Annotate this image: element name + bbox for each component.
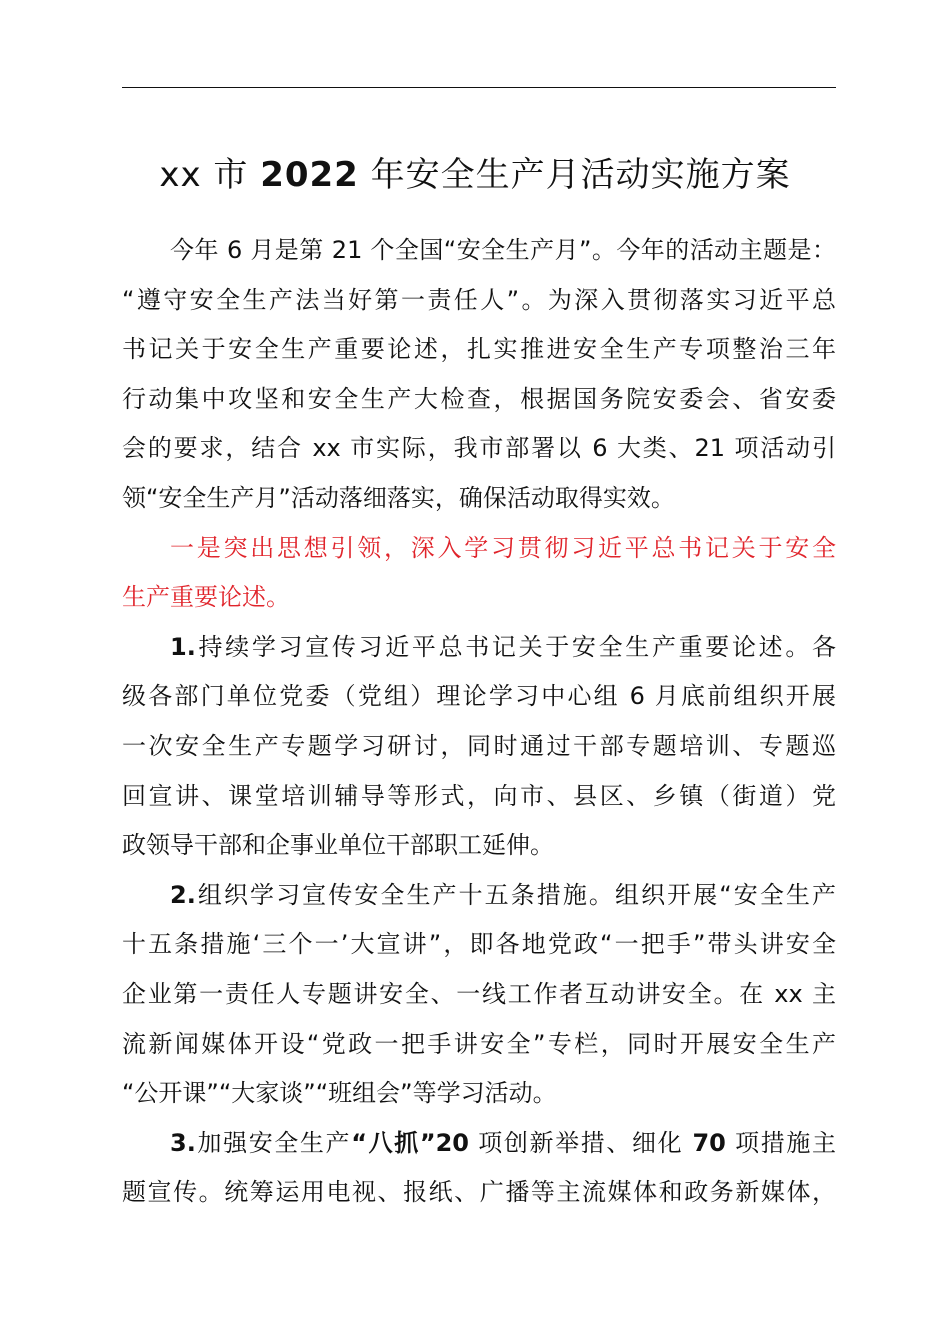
item3-line bbox=[122, 1119, 836, 1169]
intro-line: 领“安全生产月”活动落细落实，确保活动取得实效。 bbox=[122, 483, 675, 512]
item3-text-a: 加强安全生产 bbox=[195, 1128, 352, 1157]
section-heading-line: 生产重要论述。 bbox=[122, 583, 290, 612]
item1-line: 级各部门单位党委（党组）理论学习中心组 6 月底前组织开展 bbox=[122, 682, 836, 711]
item1-line: 政领导干部和企事业单位干部职工延伸。 bbox=[122, 831, 554, 860]
title-prefix: xx 市 bbox=[159, 155, 261, 195]
intro-line: “遵守安全生产法当好第一责任人”。为深入贯彻落实习近平总 bbox=[122, 285, 836, 314]
item2-number: 2. bbox=[170, 880, 196, 909]
intro-line: 行动集中攻坚和安全生产大检查，根据国务院安委会、省安委 bbox=[122, 384, 836, 413]
intro-line: 今年 6 月是第 21 个全国“安全生产月”。今年的活动主题是： bbox=[170, 236, 836, 264]
item3-bold-a: “八抓”20 bbox=[351, 1128, 469, 1157]
item1-line: 一次安全生产专题学习研讨，同时通过干部专题培训、专题巡 bbox=[122, 731, 836, 760]
item3-text-c: 项措施主 bbox=[725, 1128, 836, 1157]
item1-text: 持续学习宣传习近平总书记关于安全生产重要论述。各 bbox=[195, 632, 836, 661]
section-heading-line: 一是突出思想引领，深入学习贯彻习近平总书记关于安全 bbox=[170, 533, 836, 562]
document-title bbox=[0, 148, 950, 202]
header-rule bbox=[122, 87, 836, 88]
item3-number: 3. bbox=[170, 1128, 196, 1157]
document-body bbox=[122, 226, 836, 1218]
item2-line: 企业第一责任人专题讲安全、一线工作者互动讲安全。在 xx 主 bbox=[122, 979, 836, 1008]
item3-text-b: 项创新举措、细化 bbox=[469, 1128, 693, 1157]
title-year: 2022 bbox=[260, 155, 359, 195]
item3-line: 题宣传。统筹运用电视、报纸、广播等主流媒体和政务新媒体， bbox=[122, 1178, 836, 1207]
item2-line: 流新闻媒体开设“党政一把手讲安全”专栏，同时开展安全生产 bbox=[122, 1029, 836, 1058]
title-suffix: 年安全生产月活动实施方案 bbox=[358, 155, 791, 195]
intro-line: 会的要求，结合 xx 市实际，我市部署以 6 大类、21 项活动引 bbox=[122, 434, 836, 463]
item1-number: 1. bbox=[170, 632, 196, 661]
item2-line: 十五条措施‘三个一’大宣讲”，即各地党政“一把手”带头讲安全 bbox=[122, 930, 836, 959]
item1-line bbox=[122, 623, 836, 673]
item2-text: 组织学习宣传安全生产十五条措施。组织开展“安全生产 bbox=[195, 880, 836, 909]
item3-bold-b: 70 bbox=[692, 1128, 726, 1157]
item2-line bbox=[122, 871, 836, 921]
item2-line: “公开课”“大家谈”“班组会”等学习活动。 bbox=[122, 1079, 557, 1108]
item1-line: 回宣讲、课堂培训辅导等形式，向市、县区、乡镇（街道）党 bbox=[122, 781, 836, 810]
intro-line: 书记关于安全生产重要论述，扎实推进安全生产专项整治三年 bbox=[122, 335, 836, 364]
